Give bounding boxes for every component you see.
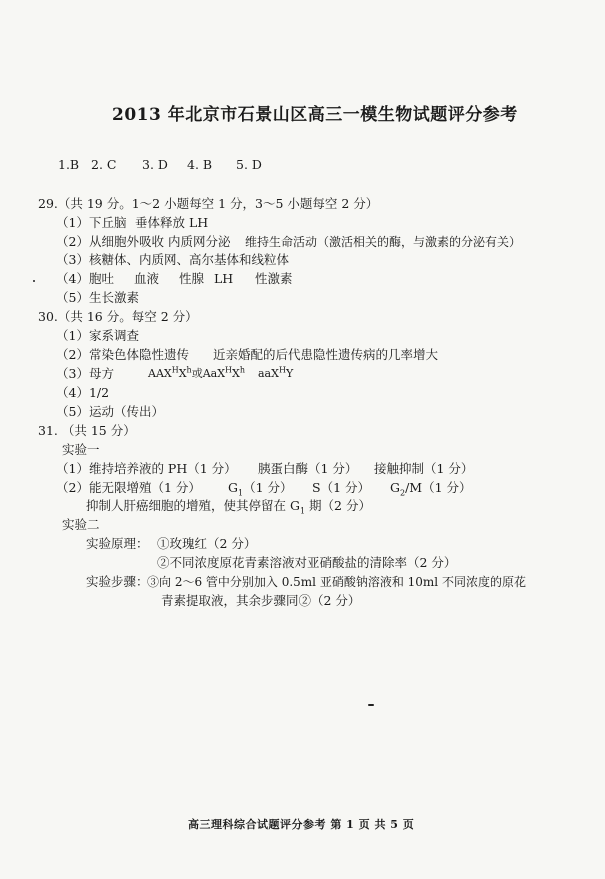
g1-label: G: [228, 480, 238, 495]
q31-line1-a: （1）维持培养液的 PH（1 分）: [56, 461, 237, 476]
q30-genotype-mother: [148, 366, 245, 382]
genotype-or: 或: [191, 367, 203, 380]
q30-header: 30.（共 16 分。每空 2 分）: [38, 309, 198, 324]
q30-line2-a: （2）常染色体隐性遗传: [56, 347, 189, 362]
q29-header: 29.（共 19 分。1～2 小题每空 1 分，3～5 小题每空 2 分）: [38, 196, 379, 211]
q29-line5: （5）生长激素: [56, 290, 139, 305]
genotype-1-mid: X: [178, 367, 187, 380]
s-label: S: [312, 480, 321, 495]
q31-g1-answer: [228, 480, 293, 496]
q31-experiment-2-heading: 实验二: [62, 517, 100, 532]
q31-line1-c: 接触抑制（1 分）: [374, 461, 474, 476]
q30-line2-b: 近亲婚配的后代患隐性遗传病的几率增大: [213, 347, 439, 362]
q29-line4-c: 性腺: [179, 271, 205, 286]
g2m-points: （1 分）: [422, 480, 472, 495]
q29-line3: （3）核糖体、内质网、高尔基体和线粒体: [56, 252, 289, 267]
q30-genotype-father: [258, 366, 293, 382]
q31-line3-a: 抑制人肝癌细胞的增殖，使其停留在 G: [86, 498, 300, 513]
q31-header: 31. （共 15 分）: [38, 423, 136, 438]
page-title: 2013 年北京市石景山区高三一模生物试题评分参考: [112, 105, 518, 125]
q29-line1-b: 垂体释放 LH: [135, 215, 209, 230]
q31-line3-b: 期（2 分）: [305, 498, 371, 513]
q30-line5: （5）运动（传出）: [56, 404, 164, 419]
answer-4: 4. B: [187, 157, 213, 172]
q31-line3-sub: 1: [299, 506, 306, 516]
q29-line4-d: LH: [214, 271, 234, 286]
q29-line4-a: （4）胞吐: [56, 271, 114, 286]
q31-step-3-line-2: 青素提取液，其余步骤同②（2 分）: [161, 593, 361, 608]
answer-2: 2. C: [91, 157, 117, 172]
s-points: （1 分）: [320, 480, 371, 495]
q30-line4: （4）1/2: [56, 385, 110, 400]
g1-sub: 1: [238, 488, 244, 498]
q31-step-3-line-1: ③向 2～6 管中分别加入 0.5ml 亚硝酸钠溶液和 10ml 不同浓度的原花: [147, 575, 526, 589]
q31-experiment-1-heading: 实验一: [62, 442, 100, 457]
q31-line2-a: （2）能无限增殖（1 分）: [56, 480, 201, 495]
answer-5: 5. D: [236, 157, 262, 172]
scan-speck: [368, 704, 374, 706]
answer-1: 1.B: [58, 157, 80, 172]
q29-line2-a: （2）从细胞外吸收: [56, 234, 164, 249]
genotype-3-sup: H: [278, 365, 286, 375]
g2m-label: G: [390, 480, 400, 495]
q29-line2-b: 内质网分泌: [168, 234, 231, 249]
genotype-3-end: Y: [285, 367, 294, 380]
g2m-rest: /M: [405, 480, 423, 495]
q31-principle-label: 实验原理：: [86, 536, 149, 551]
q31-line1-b: 胰蛋白酶（1 分）: [258, 461, 358, 476]
genotype-2-sup-2: h: [239, 365, 246, 375]
genotype-1-sup-1: H: [171, 365, 179, 375]
q29-line2-c: 维持生命活动（激活相关的酶，与激素的分泌有关）: [245, 235, 522, 249]
q31-principle-1: ①玫瑰红（2 分）: [157, 536, 257, 551]
q31-s-answer: [312, 480, 370, 496]
genotype-1-sup-2: h: [186, 365, 192, 375]
genotype-3-base: aaX: [258, 367, 279, 380]
g1-points: （1 分）: [243, 480, 293, 495]
g2m-sub: 2: [400, 488, 406, 498]
genotype-2-base: AaX: [202, 367, 226, 380]
q31-principle-2: ②不同浓度原花青素溶液对亚硝酸盐的清除率（2 分）: [157, 555, 457, 570]
q30-line3-a: （3）母方: [56, 366, 114, 381]
q30-line1: （1）家系调查: [56, 328, 139, 343]
answer-3: 3. D: [142, 157, 168, 172]
q29-line1-a: （1）下丘脑: [56, 215, 127, 230]
q29-line4-b: 血液: [134, 271, 160, 286]
genotype-2-mid: X: [232, 367, 240, 380]
genotype-1-base: AAX: [148, 367, 172, 380]
q31-line3: [86, 498, 371, 514]
q29-line4-e: 性激素: [255, 271, 293, 286]
genotype-2-sup-1: H: [225, 365, 233, 375]
q31-g2m-answer: [390, 480, 472, 496]
q31-steps-label: 实验步骤：: [86, 574, 149, 589]
page-footer: 高三理科综合试题评分参考 第 1 页 共 5 页: [188, 818, 415, 831]
scan-speck: [33, 280, 35, 282]
